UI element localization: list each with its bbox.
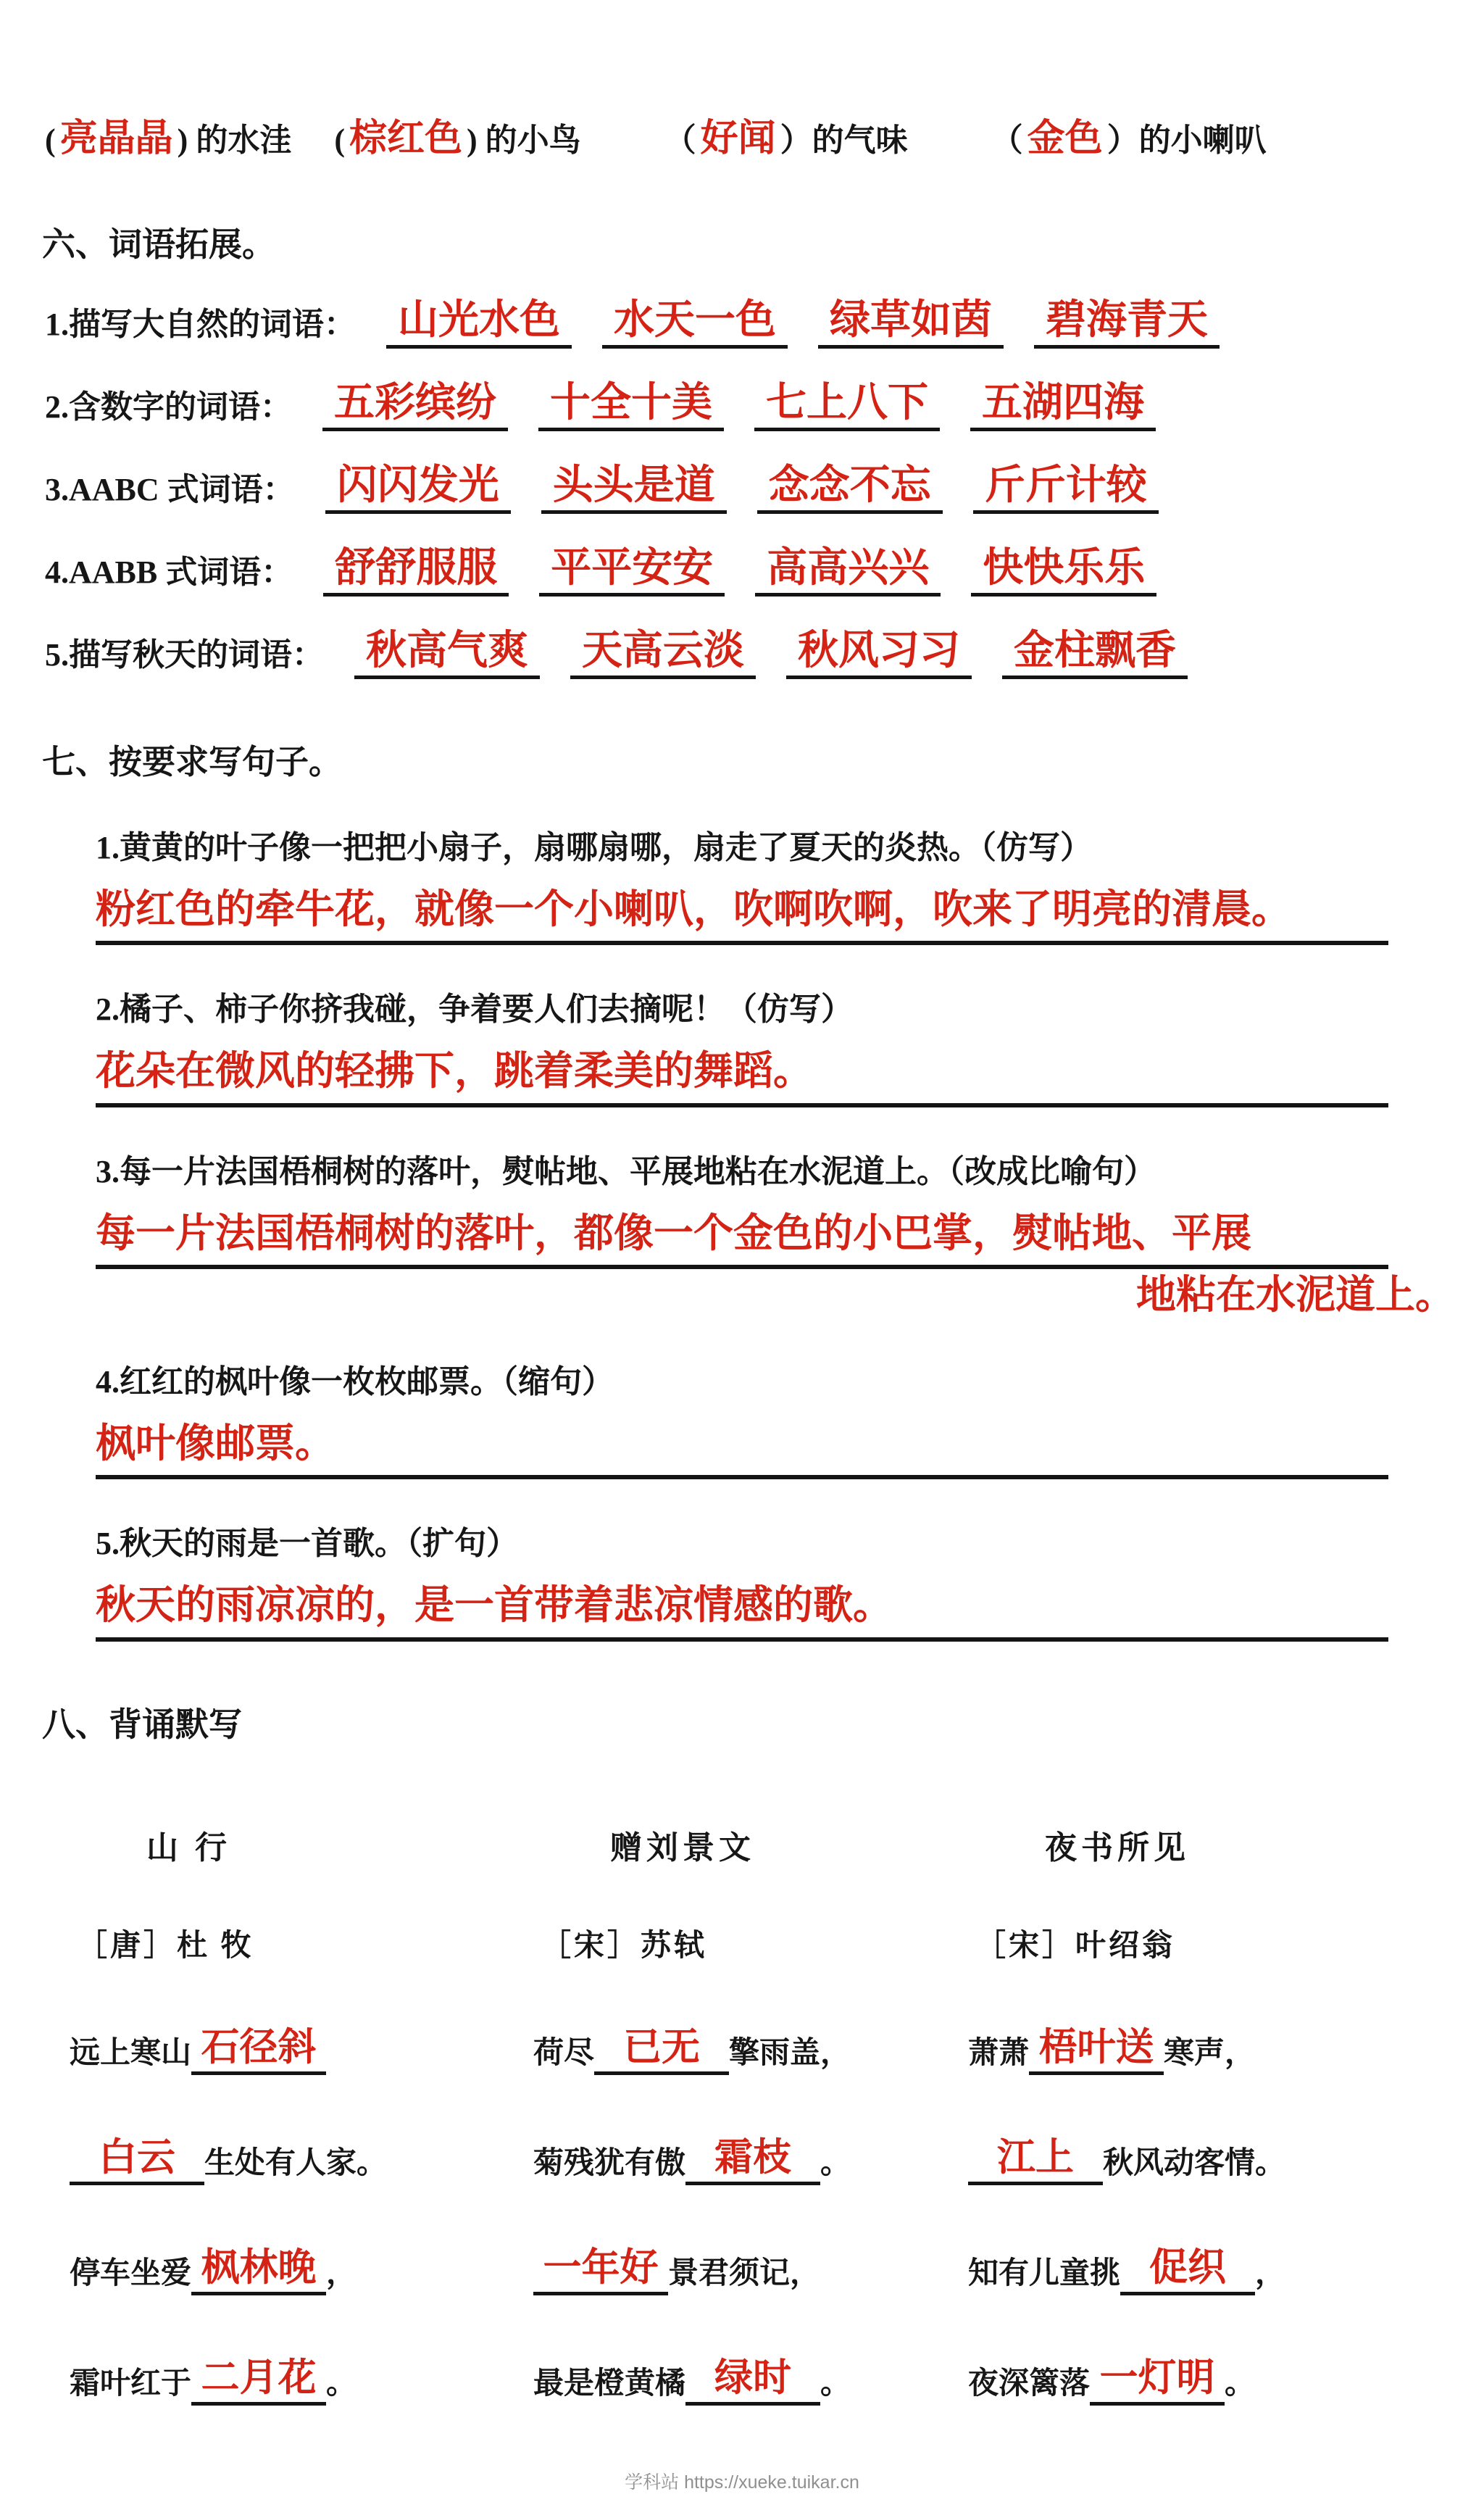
phrase-answer: 亮晶晶 xyxy=(59,118,173,159)
sentence-answer: 秋天的雨凉凉的，是一首带着悲凉情感的歌。 xyxy=(96,1582,1388,1641)
close-paren: ） xyxy=(780,122,812,158)
poem-line xyxy=(533,2226,968,2295)
word-answer: 念念不忘 xyxy=(757,465,943,514)
open-paren: （ xyxy=(664,122,696,158)
phrase-label: 的小鸟 xyxy=(485,122,581,158)
word-answer: 平平安安 xyxy=(539,547,725,597)
line-text: 。 xyxy=(1225,2366,1256,2401)
fill-blank-answer: 一年好 xyxy=(533,2249,668,2295)
poem-line xyxy=(70,2226,533,2295)
word-answer: 山光水色 xyxy=(386,299,572,349)
fill-blank-answer: 白云 xyxy=(70,2139,204,2185)
close-paren: ) xyxy=(177,122,188,158)
line-text: ， xyxy=(326,2256,357,2290)
poem-line xyxy=(968,2226,1461,2295)
word-answer: 秋高气爽 xyxy=(354,630,540,679)
word-answer: 五湖四海 xyxy=(970,382,1156,431)
line-text: 景君须记， xyxy=(668,2256,821,2290)
line-text: 荷尽 xyxy=(533,2036,595,2070)
fill-blank-answer: 江上 xyxy=(968,2139,1103,2185)
section-seven-heading: 七、按要求写句子。 xyxy=(42,744,342,781)
poem-author: ［宋］苏轼 xyxy=(541,1929,708,1963)
poem-line xyxy=(70,2005,533,2075)
fill-blank-answer: 霜枝 xyxy=(685,2139,820,2185)
line-text: 萧萧 xyxy=(968,2036,1030,2070)
line-text: 知有儿童挑 xyxy=(968,2256,1121,2290)
section-six-heading: 六、词语拓展。 xyxy=(42,226,275,263)
poem-title: 夜书所见 xyxy=(1045,1829,1190,1866)
word-answer: 闪闪发光 xyxy=(325,465,511,514)
phrase-answer: 好闻 xyxy=(700,118,776,159)
poem-title: 山 行 xyxy=(146,1829,231,1866)
line-text: 。 xyxy=(326,2366,357,2401)
word-answer: 秋风习习 xyxy=(786,630,972,679)
word-expansion-row xyxy=(45,463,1484,514)
poem-line xyxy=(968,2116,1461,2185)
line-text: 停车坐爱 xyxy=(70,2256,192,2290)
fill-blank-answer: 促织 xyxy=(1120,2249,1255,2295)
line-text: 。 xyxy=(820,2366,851,2401)
line-text: 夜深篱落 xyxy=(968,2366,1091,2401)
poem-author: ［宋］叶绍翁 xyxy=(975,1929,1176,1963)
word-answer: 绿草如茵 xyxy=(818,299,1004,349)
word-answer: 头头是道 xyxy=(541,465,727,514)
fill-blank-answer: 二月花 xyxy=(191,2359,326,2406)
fill-blank-answer: 绿时 xyxy=(685,2359,820,2406)
poem-line xyxy=(70,2116,533,2185)
word-answer: 七上八下 xyxy=(754,382,940,431)
sentence-question: 2.橘子、柿子你挤我碰，争着要人们去摘呢！（仿写） xyxy=(96,992,853,1028)
fill-blank-answer: 已无 xyxy=(594,2029,729,2075)
phrase-label: 的小喇叭 xyxy=(1138,122,1267,158)
row-label: 3.AABC 式词语： xyxy=(45,472,295,507)
word-answer: 水天一色 xyxy=(602,299,788,349)
line-text: 擎雨盖， xyxy=(729,2036,851,2070)
poems-grid xyxy=(70,1785,1484,2406)
line-text: 生处有人家。 xyxy=(204,2146,388,2180)
sentence-answer: 花朵在微风的轻拂下，跳着柔美的舞蹈。 xyxy=(96,1048,1388,1107)
word-answer: 天高云淡 xyxy=(570,630,756,679)
word-answer: 高高兴兴 xyxy=(755,547,941,597)
word-answer: 金柱飘香 xyxy=(1002,630,1188,679)
word-expansion-row xyxy=(45,298,1484,349)
line-text: 。 xyxy=(820,2146,851,2180)
sentence-question: 3.每一片法国梧桐树的落叶，熨帖地、平展地粘在水泥道上。（改成比喻句） xyxy=(96,1153,1156,1189)
fill-blank-answer: 枫林晚 xyxy=(191,2249,326,2295)
sentence-question: 1.黄黄的叶子像一把把小扇子，扇哪扇哪，扇走了夏天的炎热。（仿写） xyxy=(96,830,1092,865)
row-label: 2.含数字的词语： xyxy=(45,389,292,425)
line-text: 霜叶红于 xyxy=(70,2366,192,2401)
poem-line xyxy=(968,2005,1461,2075)
sentence-question: 4.红红的枫叶像一枚枚邮票。（缩句） xyxy=(96,1364,614,1400)
close-paren: ) xyxy=(467,122,478,158)
poem-line xyxy=(968,2336,1461,2406)
word-answer: 五彩缤纷 xyxy=(322,382,508,431)
row-label: 4.AABB 式词语： xyxy=(45,554,293,590)
line-text: 秋风动客情。 xyxy=(1103,2146,1286,2180)
poem-line xyxy=(70,2336,533,2406)
word-answer: 碧海青天 xyxy=(1034,299,1220,349)
word-expansion-row xyxy=(45,628,1484,679)
phrase-group xyxy=(664,118,908,159)
poem-author: ［唐］杜 牧 xyxy=(77,1929,254,1963)
fill-blank-answer: 石径斜 xyxy=(191,2029,326,2075)
phrase-label: 的水洼 xyxy=(196,122,292,158)
poem-line xyxy=(533,2005,968,2075)
phrase-group xyxy=(334,118,581,159)
row-label: 5.描写秋天的词语： xyxy=(45,637,324,673)
section-eight-heading: 八、背诵默写 xyxy=(42,1705,242,1743)
line-text: ， xyxy=(1255,2256,1286,2290)
fill-blank-answer: 梧叶送 xyxy=(1029,2029,1164,2075)
phrase-group xyxy=(991,118,1267,159)
word-answer: 快快乐乐 xyxy=(971,547,1156,597)
word-answer: 斤斤计较 xyxy=(973,465,1159,514)
sentence-answer: 每一片法国梧桐树的落叶，都像一个金色的小巴掌，熨帖地、平展 xyxy=(96,1210,1388,1269)
phrase-answer: 棕红色 xyxy=(349,118,462,159)
word-answer: 十全十美 xyxy=(538,382,724,431)
sentence-answer: 枫叶像邮票。 xyxy=(96,1421,1388,1479)
sentence-question: 5.秋天的雨是一首歌。（扩句） xyxy=(96,1526,518,1562)
open-paren: ( xyxy=(334,122,345,158)
phrase-answer: 金色 xyxy=(1027,118,1103,159)
word-expansion-row xyxy=(45,546,1484,597)
close-paren: ） xyxy=(1106,122,1139,158)
poem-line xyxy=(533,2116,968,2185)
poem-line xyxy=(533,2336,968,2406)
line-text: 最是橙黄橘 xyxy=(533,2366,686,2401)
word-answer: 舒舒服服 xyxy=(323,547,509,597)
open-paren: （ xyxy=(991,122,1023,158)
poem-title: 赠刘景文 xyxy=(610,1829,755,1866)
word-expansion-row xyxy=(45,381,1484,431)
open-paren: ( xyxy=(45,122,56,158)
fill-blank-answer: 一灯明 xyxy=(1090,2359,1225,2406)
line-text: 远上寒山 xyxy=(70,2036,192,2070)
phrase-label: 的气味 xyxy=(812,122,908,158)
row-label: 1.描写大自然的词语： xyxy=(45,307,356,342)
fill-in-phrase-line xyxy=(45,107,1484,162)
line-text: 寒声， xyxy=(1164,2036,1256,2070)
sentence-answer: 粉红色的牵牛花，就像一个小喇叭，吹啊吹啊，吹来了明亮的清晨。 xyxy=(96,886,1388,945)
watermark-site-link: 学科站 https://xueke.tuikar.cn xyxy=(625,2472,859,2493)
sentence-answer-continuation: 地粘在水泥道上。 xyxy=(1135,1272,1455,1317)
line-text: 菊残犹有傲 xyxy=(533,2146,686,2180)
phrase-group xyxy=(45,118,292,159)
